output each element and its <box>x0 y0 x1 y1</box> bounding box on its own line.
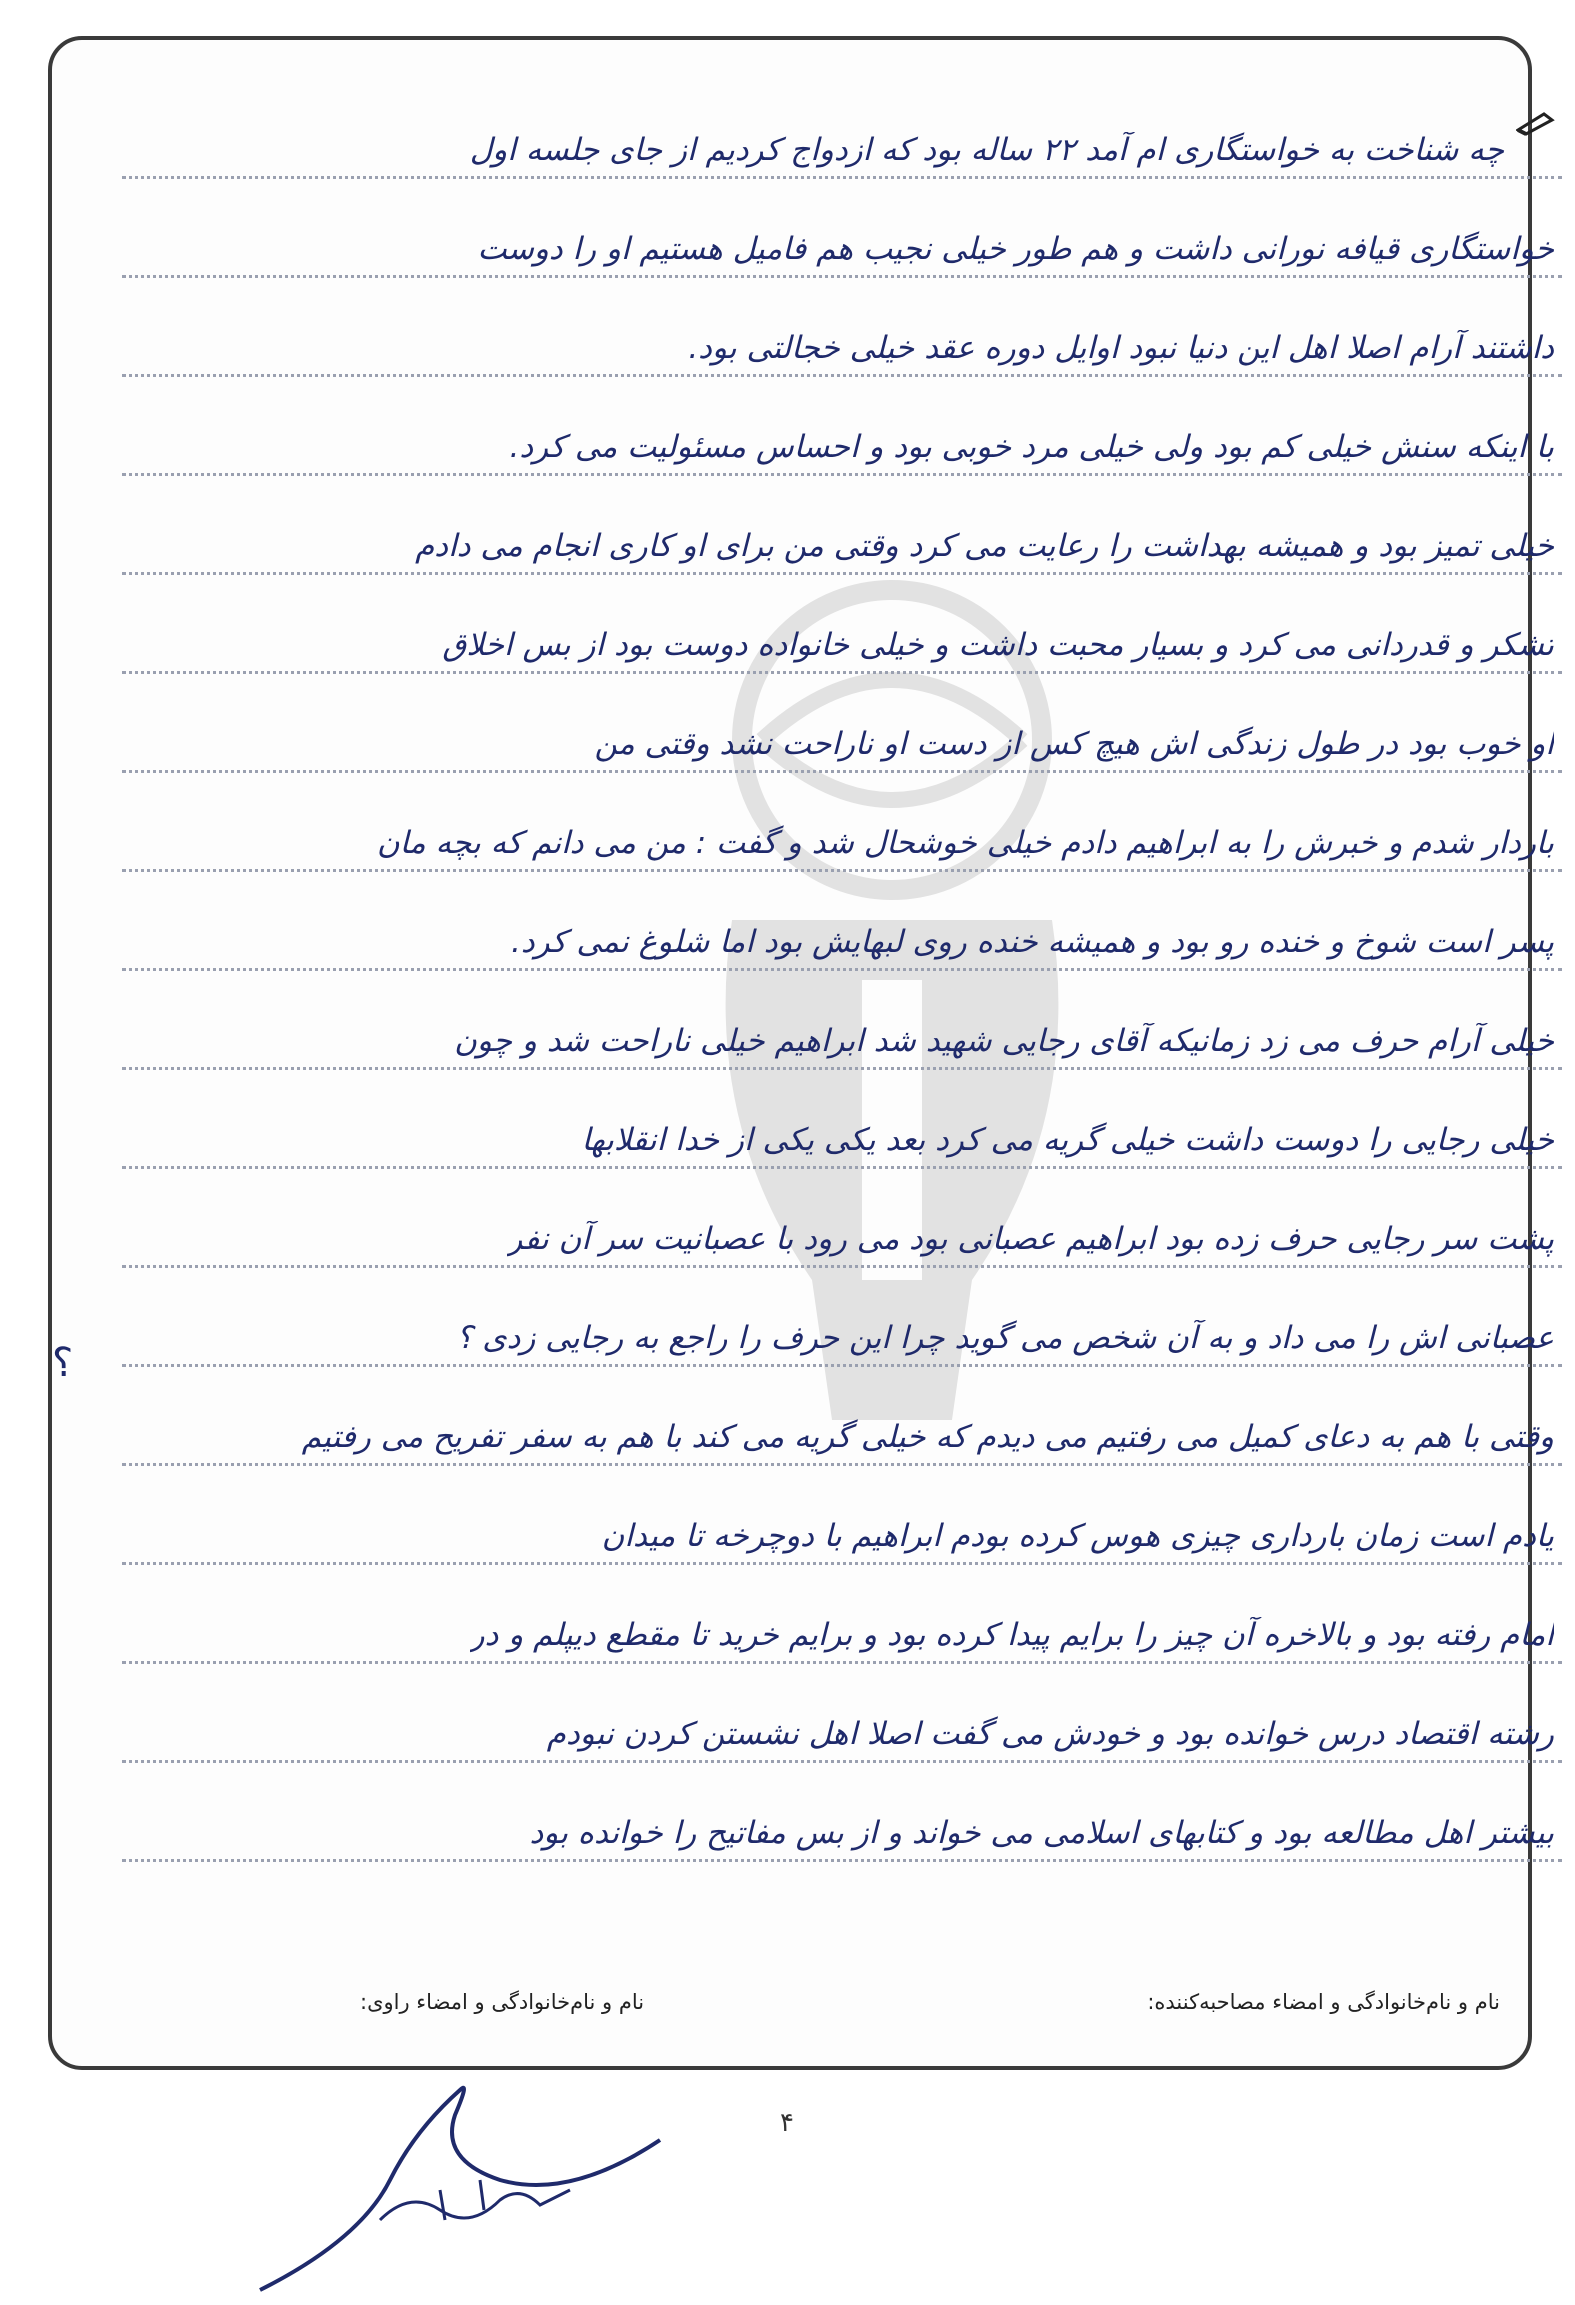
text-line <box>122 377 1562 476</box>
text-line <box>122 179 1562 278</box>
line-text: او خوب بود در طول زندگی اش هیچ کس از دست او ناراحت نشد وقتی من <box>594 726 1554 762</box>
text-line <box>122 872 1562 971</box>
text-line <box>122 1763 1562 1862</box>
text-line <box>122 80 1562 179</box>
line-text: یادم است زمان بارداری چیزی هوس کرده بودم ابراهیم با دوچرخه تا میدان <box>601 1518 1554 1554</box>
pen-icon <box>1516 110 1556 136</box>
text-lines <box>122 80 1562 1862</box>
interviewer-signature-label: نام و نام‌خانوادگی و امضاء مصاحبه‌کننده: <box>1147 1990 1500 2014</box>
handwritten-signature <box>240 2070 710 2300</box>
line-text: با اینکه سنش خیلی کم بود ولی خیلی مرد خوبی بود و احساس مسئولیت می کرد. <box>509 429 1554 465</box>
line-text: امام رفته بود و بالاخره آن چیز را برایم پیدا کرده بود و برایم خرید تا مقطع دیپلم و در <box>469 1617 1554 1653</box>
line-text: بیشتر اهل مطالعه بود و کتابهای اسلامی می خواند و از بس مفاتیح را خوانده بود <box>529 1815 1554 1851</box>
line-text: خیلی تمیز بود و همیشه بهداشت را رعایت می کرد وقتی من برای او کاری انجام می دادم <box>415 528 1554 564</box>
line-text: داشتند آرام اصلا اهل این دنیا نبود اوایل دوره عقد خیلی خجالتی بود. <box>688 330 1554 366</box>
text-line <box>122 575 1562 674</box>
narrator-signature-label: نام و نام‌خانوادگی و امضاء راوی: <box>360 1990 645 2014</box>
text-line <box>122 1268 1562 1367</box>
text-line <box>122 278 1562 377</box>
text-line <box>122 476 1562 575</box>
line-text: عصبانی اش را می داد و به آن شخص می گوید چرا این حرف را راجع به رجایی زدی ؟ <box>456 1320 1554 1356</box>
text-line <box>122 1367 1562 1466</box>
text-line <box>122 971 1562 1070</box>
text-line <box>122 1466 1562 1565</box>
line-text: پسر است شوخ و خنده رو بود و همیشه خنده روی لبهایش بود اما شلوغ نمی کرد. <box>510 924 1554 960</box>
text-line <box>122 1565 1562 1664</box>
text-line <box>122 1664 1562 1763</box>
line-text: وقتی با هم به دعای کمیل می رفتیم می دیدم که خیلی گریه می کند با هم به سفر تفریح می رفتیم <box>301 1419 1554 1455</box>
text-line <box>122 773 1562 872</box>
line-text: چه شناخت به خواستگاری ام آمد ۲۲ ساله بود که ازدواج کردیم از جای جلسه اول <box>469 132 1504 168</box>
text-line <box>122 1169 1562 1268</box>
margin-question-mark: ؟ <box>52 1340 74 1386</box>
line-text: باردار شدم و خبرش را به ابراهیم دادم خیلی خوشحال شد و گفت : من می دانم که بچه مان <box>376 825 1554 861</box>
document-frame <box>48 36 1554 2070</box>
line-text: رشته اقتصاد درس خوانده بود و خودش می گفت اصلا اهل نشستن کردن نبودم <box>546 1716 1554 1752</box>
text-line <box>122 674 1562 773</box>
line-text: خیلی رجایی را دوست داشت خیلی گریه می کرد بعد یکی یکی از خدا انقلابها <box>581 1122 1554 1158</box>
line-text: پشت سر رجایی حرف زده بود ابراهیم عصبانی بود می رود با عصبانیت سر آن نفر <box>507 1221 1554 1257</box>
page-number: ۴ <box>780 2108 794 2138</box>
line-text: تشکر و قدردانی می کرد و بسیار محبت داشت و خیلی خانواده دوست بود از بس اخلاق <box>442 627 1554 663</box>
line-text: خیلی آرام حرف می زد زمانیکه آقای رجایی شهید شد ابراهیم خیلی ناراحت شد و چون <box>454 1023 1554 1059</box>
text-line <box>122 1070 1562 1169</box>
line-text: خواستگاری قیافه نورانی داشت و هم طور خیلی نجیب هم فامیل هستیم او را دوست <box>477 231 1554 267</box>
signature-labels <box>70 1990 1510 2014</box>
